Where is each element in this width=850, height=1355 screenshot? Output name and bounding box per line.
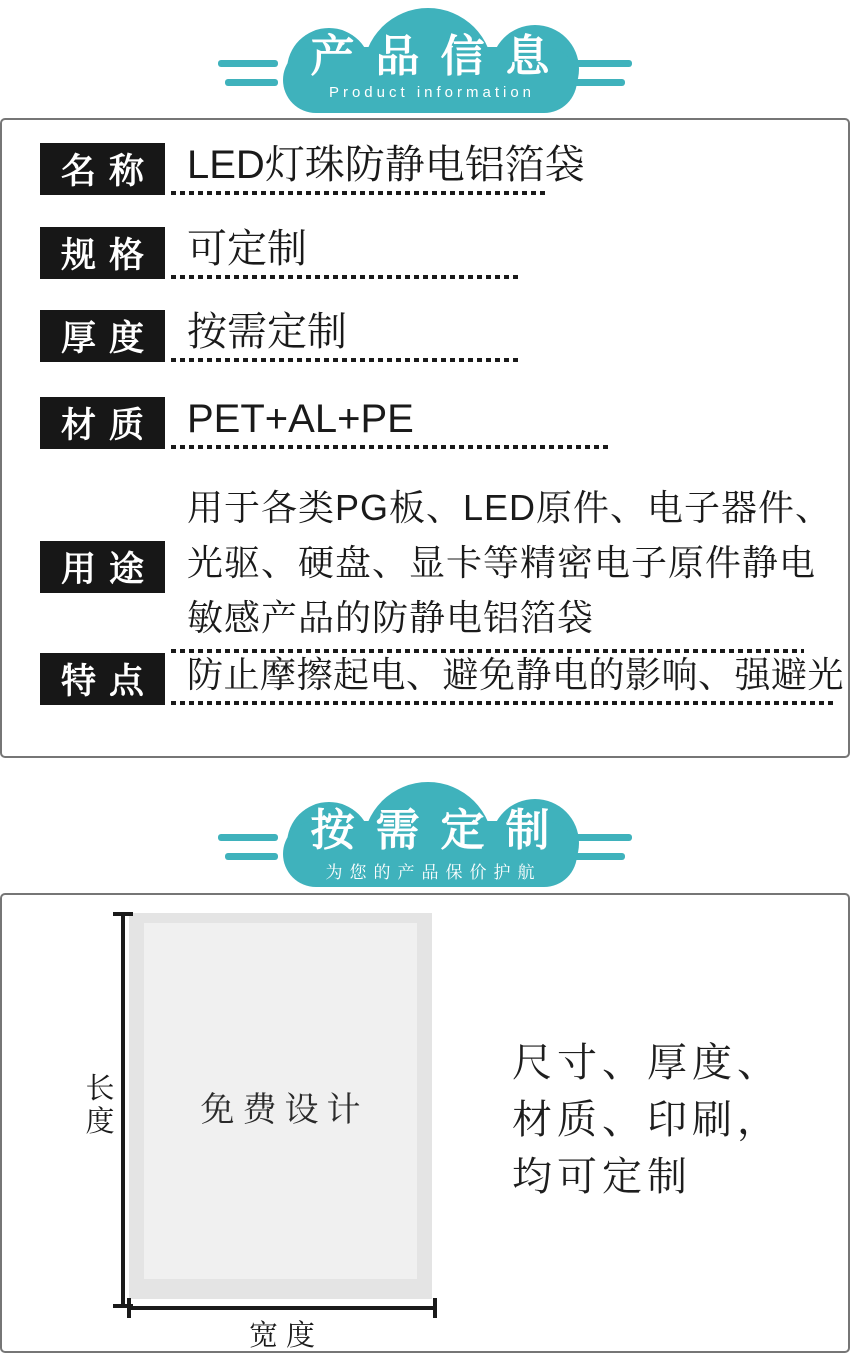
customizable-options-text xyxy=(512,1035,782,1206)
row-label: 用途 xyxy=(40,541,165,593)
row-label: 材质 xyxy=(40,397,165,449)
row-value: LED灯珠防静电铝箔袋 xyxy=(187,143,585,187)
length-label: 长度 xyxy=(85,1073,115,1138)
banner-left-line-top xyxy=(218,60,278,67)
row-value: PET+AL+PE xyxy=(187,397,414,441)
info-row-spec xyxy=(40,227,848,279)
row-value: 按需定制 xyxy=(187,310,347,354)
custom-text-line: 均可定制 xyxy=(512,1155,692,1199)
banner-right-line-top xyxy=(572,60,632,67)
info-row-usage xyxy=(40,480,848,653)
dotted-underline xyxy=(171,358,521,362)
customization-panel xyxy=(0,893,850,1353)
info-row-name xyxy=(40,143,848,195)
row-value-line: 光驱、硬盘、显卡等精密电子原件静电 xyxy=(187,542,817,583)
dotted-underline xyxy=(171,191,548,195)
product-info-panel xyxy=(0,118,850,758)
row-value-line: 用于各类PG板、LED原件、电子器件、 xyxy=(187,487,833,528)
banner-subtitle: Product information xyxy=(328,84,536,101)
banner-left-line-top xyxy=(218,834,278,841)
bag-free-design-text: 免费设计 xyxy=(200,1090,369,1129)
length-dimension-line xyxy=(121,912,125,1308)
banner-right-line-top xyxy=(572,834,632,841)
row-label: 厚度 xyxy=(40,310,165,362)
width-dimension-line xyxy=(127,1306,437,1310)
row-label: 规格 xyxy=(40,227,165,279)
dotted-underline xyxy=(171,275,520,279)
info-row-features xyxy=(40,653,848,705)
banner-left-line-bottom xyxy=(225,79,278,86)
row-value: 防止摩擦起电、避免静电的影响、强避光 xyxy=(187,654,845,695)
info-row-material xyxy=(40,397,848,449)
bag-illustration xyxy=(129,913,432,1299)
info-row-thickness xyxy=(40,310,848,362)
custom-text-line: 尺寸、厚度、 xyxy=(512,1041,782,1085)
product-info-banner xyxy=(0,5,850,113)
row-label: 特点 xyxy=(40,653,165,705)
row-value: 可定制 xyxy=(187,227,307,271)
banner-subtitle: 为您的产品保价护航 xyxy=(325,863,542,882)
banner-right-line-bottom xyxy=(572,853,625,860)
customization-banner xyxy=(0,779,850,887)
dotted-underline xyxy=(171,701,837,705)
row-label: 名称 xyxy=(40,143,165,195)
width-label: 宽度 xyxy=(248,1320,323,1352)
banner-title: 按需定制 xyxy=(310,806,571,855)
custom-text-line: 材质、印刷， xyxy=(512,1098,782,1142)
dotted-underline xyxy=(171,445,609,449)
row-value-line: 敏感产品的防静电铝箔袋 xyxy=(187,597,595,638)
banner-title: 产品信息 xyxy=(310,32,571,81)
banner-left-line-bottom xyxy=(225,853,278,860)
banner-right-line-bottom xyxy=(572,79,625,86)
